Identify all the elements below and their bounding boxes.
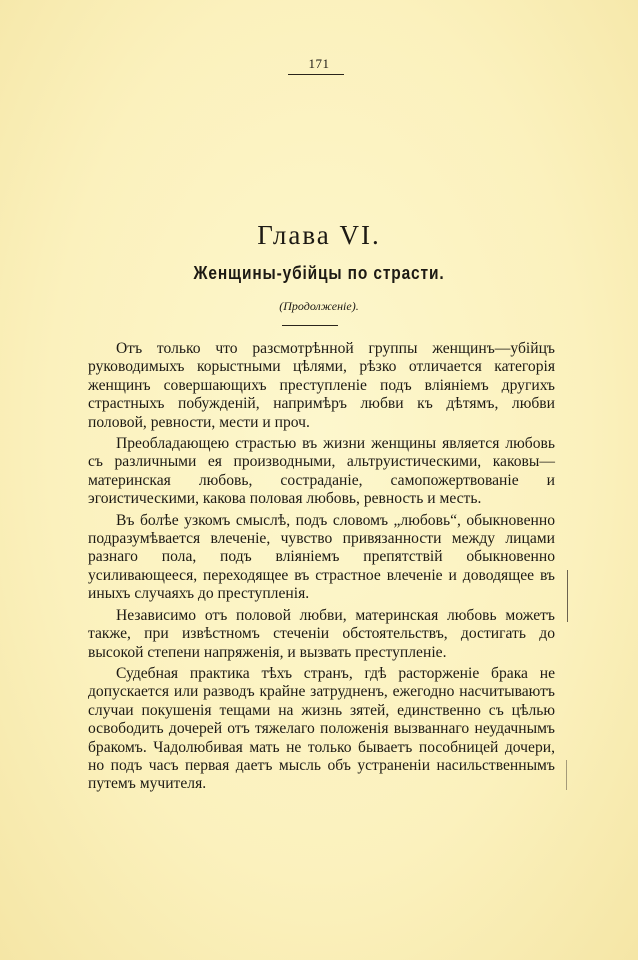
paragraph-4: Независимо отъ половой любви, материнская любовь можетъ также, при извѣстномъ стеченіи обстоятельствъ, достигать до высокой степени напряженія, и вызвать преступленіе. [88,606,555,661]
body-text [88,340,555,794]
paragraph-3: Въ болѣе узкомъ смыслѣ, подъ словомъ „любовь“, обыкновенно подразумѣвается влеченіе, чувство привязанности между лицами разнаго пола, подъ вліяніемъ препятствій обыкновенно усиливающееся, переходящее въ страстное влеченіе и доводящее въ иныхъ случаяхъ до преступленія. [88,511,555,603]
paragraph-5: Судебная практика тѣхъ странъ, гдѣ расторженіе брака не допускается или разводъ крайне затрудненъ, ежегодно насчитываютъ случаи покушенія тещами на жизнь зятей, единственно съ цѣлью освободить дочерей отъ тяжелаго положенія вызваннаго неудачнымъ бракомъ. Чадолюбивая мать не только бываетъ пособницей дочери, но подъ часъ первая даетъ мысль объ устраненіи насильственнымъ путемъ мучителя. [88,664,555,793]
page-number: 171 [308,56,330,71]
section-title: Женщины-убійцы по страсти. [193,263,445,283]
paragraph-1: Отъ только что разсмотрѣнной группы женщинъ—убійцъ руководимыхъ корыстными цѣлями, рѣзко отличается категорія женщинъ совершающихъ преступленіе подъ вліяніемъ другихъ страстныхъ побужденій, напримѣръ любви къ дѣтямъ, любви половой, ревности, мести и проч. [88,340,555,431]
chapter-title: Глава VI. [257,220,381,250]
page-number-rule [288,74,344,75]
margin-mark-upper [567,570,568,622]
margin-mark-lower [566,760,567,790]
continuation-note: (Продолженіе). [279,299,359,313]
section-divider [282,325,338,326]
paragraph-2: Преобладающею страстью въ жизни женщины является любовь съ различными ея производными, альтруистическими, каковы—материнская любовь, состраданіе, самопожертвованіе и эгоистическими, какова половая любовь, ревность и месть. [88,435,555,508]
